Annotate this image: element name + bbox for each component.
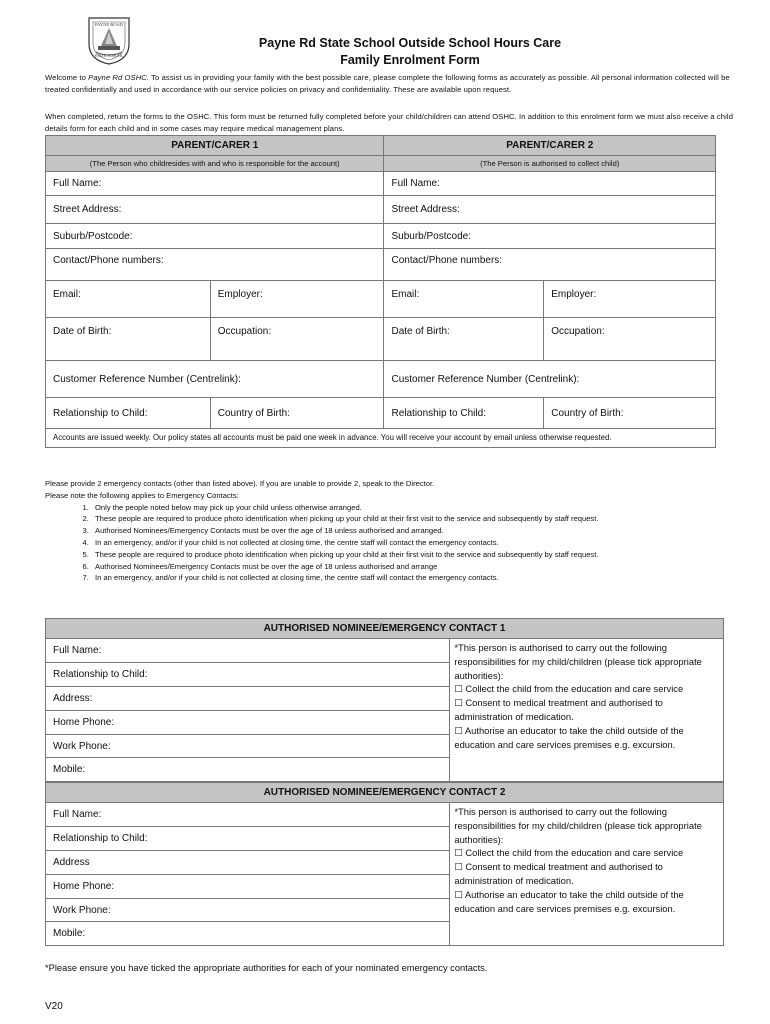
parent2-crn-field[interactable]: Customer Reference Number (Centrelink): [384, 361, 716, 398]
emergency-info-line-2: Please note the following applies to Emergency Contacts: [45, 490, 239, 500]
school-logo [84, 14, 134, 66]
nominee1-auth-intro: *This person is authorised to carry out the following responsibilities for my child/children (please tick appropriate authorities): [454, 642, 702, 681]
parent1-relationship-field[interactable]: Relationship to Child: [46, 398, 211, 429]
nominee2-auth-intro: *This person is authorised to carry out the following responsibilities for my child/children (please tick appropriate authorities): [454, 806, 702, 845]
parent2-description: (The Person is authorised to collect child) [384, 156, 716, 172]
nominee1-auth-collect-checkbox[interactable]: ☐ Collect the child from the education and care service [454, 683, 684, 695]
parent-carer-table [45, 135, 716, 448]
parent2-suburb-field[interactable]: Suburb/Postcode: [384, 224, 716, 249]
parent2-relationship-field[interactable]: Relationship to Child: [384, 398, 544, 429]
parent2-country-field[interactable]: Country of Birth: [544, 398, 716, 429]
parent1-employer-field[interactable]: Employer: [210, 281, 384, 318]
nominee1-address-field[interactable]: Address: [46, 687, 450, 711]
parent2-dob-field[interactable]: Date of Birth: [384, 318, 544, 361]
parent2-email-field[interactable]: Email: [384, 281, 544, 318]
nominee1-heading: AUTHORISED NOMINEE/EMERGENCY CONTACT 1 [46, 619, 724, 639]
list-item: 6. Authorised Nominees/Emergency Contacts must be over the age of 18 unless authorised and arrange [91, 561, 735, 573]
nominee1-authorities [450, 639, 724, 782]
list-item: 3. Authorised Nominees/Emergency Contacts must be over the age of 18 unless authorised and arranged. [91, 525, 735, 537]
nominee1-auth-medical-checkbox[interactable]: ☐ Consent to medical treatment and authorised to administration of medication. [454, 697, 663, 722]
nominee2-table [45, 782, 724, 946]
parent1-contact-field[interactable]: Contact/Phone numbers: [46, 249, 384, 281]
parent1-occupation-field[interactable]: Occupation: [210, 318, 384, 361]
parent2-full-name-field[interactable]: Full Name: [384, 172, 716, 196]
emergency-rules-list [91, 502, 735, 585]
nominee2-relationship-field[interactable]: Relationship to Child: [46, 827, 450, 851]
parent1-suburb-field[interactable]: Suburb/Postcode: [46, 224, 384, 249]
version-label: V20 [45, 1001, 63, 1012]
accounts-note: Accounts are issued weekly. Our policy states all accounts must be paid one week in advance. You will receive your account by email unless otherwise requested. [46, 429, 716, 448]
list-item: 5. These people are required to produce photo identification when picking up your child at their first visit to the service and subsequently by staff request. [91, 549, 735, 561]
nominee1-work-phone-field[interactable]: Work Phone: [46, 735, 450, 758]
parent1-country-field[interactable]: Country of Birth: [210, 398, 384, 429]
parent1-email-field[interactable]: Email: [46, 281, 211, 318]
list-item: 7. In an emergency, and/or if your child is not collected at closing time, the centre staff will contact the emergency contacts. [91, 572, 735, 584]
parent1-full-name-field[interactable]: Full Name: [46, 172, 384, 196]
list-item: 1. Only the people noted below may pick up your child unless otherwise arranged. [91, 502, 735, 514]
nominee2-mobile-field[interactable]: Mobile: [46, 922, 450, 946]
parent2-heading: PARENT/CARER 2 [384, 136, 716, 156]
nominee2-auth-collect-checkbox[interactable]: ☐ Collect the child from the education and care service [454, 847, 684, 859]
authorities-footnote: *Please ensure you have ticked the appropriate authorities for each of your nominated emergency contacts. [45, 963, 488, 973]
nominee1-home-phone-field[interactable]: Home Phone: [46, 711, 450, 735]
emergency-info-line-1: Please provide 2 emergency contacts (other than listed above). If you are unable to provide 2, speak to the Director. [45, 479, 435, 488]
nominee2-auth-medical-checkbox[interactable]: ☐ Consent to medical treatment and authorised to administration of medication. [454, 861, 663, 886]
emergency-contact-info [45, 478, 735, 584]
logo-text-bottom: STATE SCHOOL [94, 53, 124, 58]
nominee2-auth-excursion-checkbox[interactable]: ☐ Authorise an educator to take the child outside of the education and care services premises e.g. excursion. [454, 888, 684, 914]
parent1-heading: PARENT/CARER 1 [46, 136, 384, 156]
form-subtitle: Family Enrolment Form [340, 53, 480, 67]
parent1-dob-field[interactable]: Date of Birth: [46, 318, 211, 361]
parent1-crn-field[interactable]: Customer Reference Number (Centrelink): [46, 361, 384, 398]
nominee2-authorities [450, 803, 724, 946]
nominee1-mobile-field[interactable]: Mobile: [46, 758, 450, 782]
logo-text-top: PAYNE ROAD [94, 22, 124, 27]
parent2-street-field[interactable]: Street Address: [384, 196, 716, 224]
nominee1-relationship-field[interactable]: Relationship to Child: [46, 663, 450, 687]
intro-paragraph-2: When completed, return the forms to the OSHC. This form must be returned fully completed before your child/children can attend OSHC. In addition to this enrolment form we must also receive a child details form for each child and in some cases may require medical management plans. [45, 112, 734, 133]
nominee2-heading: AUTHORISED NOMINEE/EMERGENCY CONTACT 2 [46, 783, 724, 803]
intro-paragraph-1: Welcome to Payne Rd OSHC. To assist us in providing your family with the best possible care, please complete the following forms as accurately as possible. All personal information collected will be treated confidentially and used in accordance with our service policies on privacy and confidentiality. These are available upon request. [45, 73, 730, 94]
nominee1-auth-excursion-checkbox[interactable]: ☐ Authorise an educator to take the child outside of the education and care services premises e.g. excursion. [454, 724, 684, 750]
nominee2-work-phone-field[interactable]: Work Phone: [46, 899, 450, 922]
nominee1-full-name-field[interactable]: Full Name: [46, 639, 450, 663]
list-item: 2. These people are required to produce photo identification when picking up your child at their first visit to the service and subsequently by staff request. [91, 513, 735, 525]
form-title: Payne Rd State School Outside School Hours Care [258, 36, 562, 50]
nominee2-address-field[interactable]: Address [46, 851, 450, 875]
parent1-street-field[interactable]: Street Address: [46, 196, 384, 224]
nominee2-home-phone-field[interactable]: Home Phone: [46, 875, 450, 899]
nominee1-table [45, 618, 724, 782]
parent1-description: (The Person who childresides with and who is responsible for the account) [46, 156, 384, 172]
parent2-occupation-field[interactable]: Occupation: [544, 318, 716, 361]
parent2-employer-field[interactable]: Employer: [544, 281, 716, 318]
parent2-contact-field[interactable]: Contact/Phone numbers: [384, 249, 716, 281]
nominee2-full-name-field[interactable]: Full Name: [46, 803, 450, 827]
list-item: 4. In an emergency, and/or if your child is not collected at closing time, the centre staff will contact the emergency contacts. [91, 537, 735, 549]
